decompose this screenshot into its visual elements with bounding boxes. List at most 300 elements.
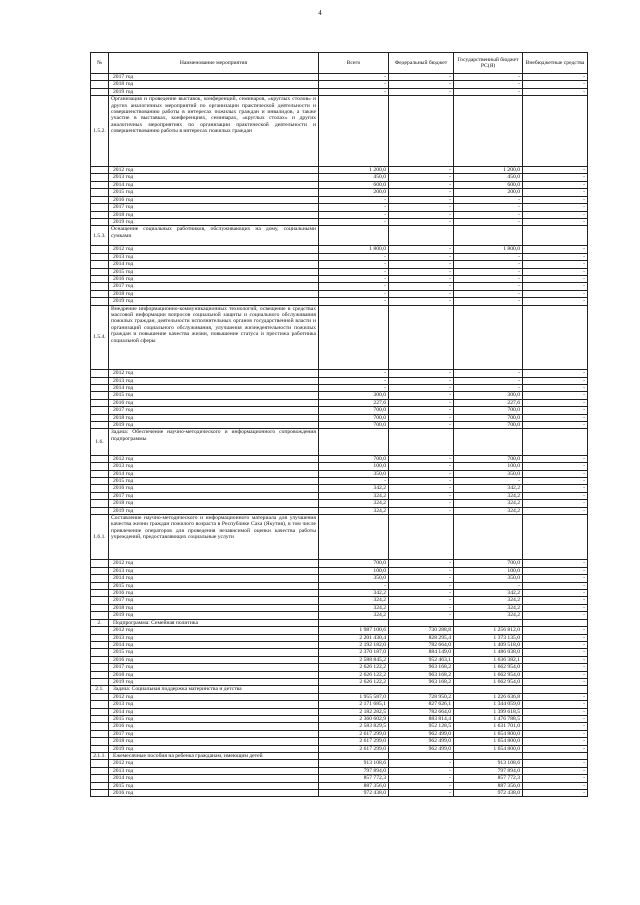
table-row — [91, 590, 588, 597]
value-offbudget: - — [523, 612, 588, 619]
value-state: - — [454, 196, 523, 203]
value-offbudget: - — [523, 627, 588, 634]
value-state: 324,2 — [454, 507, 523, 514]
value-federal: 962 499,0 — [389, 730, 454, 737]
row-name: 2019 год — [109, 678, 319, 685]
table-row — [91, 782, 588, 789]
value-offbudget: - — [523, 492, 588, 499]
value-federal: - — [389, 377, 454, 384]
row-name: 2013 год — [109, 701, 319, 708]
funding-table — [90, 52, 588, 797]
value-total: 1 200,0 — [319, 167, 389, 174]
table-row — [91, 790, 588, 797]
value-total: - — [319, 253, 389, 260]
value-offbudget: - — [523, 470, 588, 477]
value-federal: - — [389, 463, 454, 470]
value-state — [454, 619, 523, 626]
row-name: 2012 год — [109, 560, 319, 567]
measure-row — [91, 305, 588, 370]
value-state: - — [454, 88, 523, 95]
row-name: 2018 год — [109, 211, 319, 218]
value-total: 2 617 299,0 — [319, 738, 389, 745]
row-code — [91, 745, 109, 752]
value-offbudget: - — [523, 767, 588, 774]
value-total: - — [319, 370, 389, 377]
value-offbudget: - — [523, 597, 588, 604]
value-state: 200,0 — [454, 189, 523, 196]
row-code — [91, 174, 109, 181]
row-name: 2012 год — [109, 760, 319, 767]
value-total: 324,2 — [319, 507, 389, 514]
value-federal: - — [389, 218, 454, 225]
value-state: 913 108,6 — [454, 760, 523, 767]
value-state: 1 654 800,0 — [454, 730, 523, 737]
row-name: 2018 год — [109, 500, 319, 507]
table-row — [91, 708, 588, 715]
row-code — [91, 204, 109, 211]
value-total: 700,0 — [319, 421, 389, 428]
row-name: 2019 год — [109, 745, 319, 752]
value-federal: 782 664,0 — [389, 641, 454, 648]
value-federal: - — [389, 612, 454, 619]
value-state: - — [454, 81, 523, 88]
value-total: 2 626 122,2 — [319, 664, 389, 671]
table-row — [91, 597, 588, 604]
value-federal: 952 463,1 — [389, 656, 454, 663]
row-name: 2017 год — [109, 492, 319, 499]
value-state: 300,0 — [454, 392, 523, 399]
row-name: 2012 год — [109, 370, 319, 377]
table-row — [91, 477, 588, 484]
value-state: - — [454, 377, 523, 384]
value-offbudget: - — [523, 298, 588, 305]
table-row — [91, 377, 588, 384]
row-name: 2016 год — [109, 275, 319, 282]
value-state: 857 772,3 — [454, 775, 523, 782]
table-row — [91, 370, 588, 377]
row-code — [91, 392, 109, 399]
row-code — [91, 463, 109, 470]
row-code — [91, 507, 109, 514]
row-code — [91, 275, 109, 282]
table-row — [91, 298, 588, 305]
value-total: 2 171 685,1 — [319, 701, 389, 708]
measure-code: 1.6.1. — [91, 515, 109, 560]
table-row — [91, 730, 588, 737]
value-offbudget: - — [523, 775, 588, 782]
value-state: 797 894,0 — [454, 767, 523, 774]
value-offbudget: - — [523, 738, 588, 745]
value-federal: - — [389, 455, 454, 462]
row-code — [91, 723, 109, 730]
row-code — [91, 649, 109, 656]
measure-row — [91, 96, 588, 167]
value-state: 324,2 — [454, 612, 523, 619]
value-federal: - — [389, 407, 454, 414]
value-federal: - — [389, 88, 454, 95]
value-total: 700,0 — [319, 414, 389, 421]
row-name: 2019 год — [109, 88, 319, 95]
value-federal: - — [389, 211, 454, 218]
value-state: - — [454, 268, 523, 275]
row-name: 2014 год — [109, 775, 319, 782]
value-offbudget: - — [523, 590, 588, 597]
value-offbudget: - — [523, 507, 588, 514]
table-row — [91, 470, 588, 477]
row-code — [91, 715, 109, 722]
row-name: 2014 год — [109, 708, 319, 715]
value-total: - — [319, 74, 389, 81]
value-federal: - — [389, 392, 454, 399]
value-offbudget: - — [523, 204, 588, 211]
value-offbudget: - — [523, 678, 588, 685]
value-federal: 963 168,2 — [389, 664, 454, 671]
value-offbudget: - — [523, 641, 588, 648]
col-header-offbudget: Внебюджетные средства — [523, 53, 588, 74]
value-federal: - — [389, 246, 454, 253]
value-total: 913 108,6 — [319, 760, 389, 767]
value-offbudget: - — [523, 664, 588, 671]
row-code — [91, 477, 109, 484]
value-total: 324,2 — [319, 597, 389, 604]
value-total: - — [319, 268, 389, 275]
row-code — [91, 634, 109, 641]
value-total: - — [319, 261, 389, 268]
value-federal: - — [389, 507, 454, 514]
table-row — [91, 693, 588, 700]
value-offbudget: - — [523, 760, 588, 767]
table-row — [91, 189, 588, 196]
measure-name: Организация и проведение выставок, конференций, семинаров, «круглых столов» и других аналогичных мероприятий по организации практической деятельности и совершенствованию работы в интересах пожилых граждан и инвалидов, а также участие в выставках, конференциях, семинарах, «круглых столах» и других аналогичных мероприятиях по организации практической деятельности и совершенствованию работы в интересах пожилых граждан — [109, 96, 319, 167]
row-code — [91, 290, 109, 297]
value-offbudget: - — [523, 392, 588, 399]
value-total: - — [319, 290, 389, 297]
row-name: 2016 год — [109, 656, 319, 663]
value-total: 342,2 — [319, 590, 389, 597]
value-federal: - — [389, 421, 454, 428]
value-state: 1 486 038,0 — [454, 649, 523, 656]
row-code — [91, 641, 109, 648]
table-row — [91, 619, 588, 626]
value-federal: - — [389, 174, 454, 181]
value-federal: 963 168,2 — [389, 671, 454, 678]
value-state: 972 438,0 — [454, 790, 523, 797]
value-federal: - — [389, 492, 454, 499]
value-cell — [319, 429, 389, 455]
row-code — [91, 370, 109, 377]
table-row — [91, 745, 588, 752]
value-cell — [389, 429, 454, 455]
table-row — [91, 649, 588, 656]
value-total: 450,0 — [319, 174, 389, 181]
row-name: 2013 год — [109, 377, 319, 384]
value-federal: - — [389, 399, 454, 406]
value-federal: 962 499,0 — [389, 745, 454, 752]
table-row — [91, 723, 588, 730]
row-code — [91, 283, 109, 290]
value-federal: - — [389, 261, 454, 268]
value-offbudget: - — [523, 370, 588, 377]
table-body — [91, 74, 588, 797]
value-total — [319, 619, 389, 626]
value-offbudget: - — [523, 708, 588, 715]
table-row — [91, 211, 588, 218]
value-total: - — [319, 218, 389, 225]
value-offbudget: - — [523, 701, 588, 708]
table-row — [91, 492, 588, 499]
row-code — [91, 567, 109, 574]
value-state: 887 356,0 — [454, 782, 523, 789]
value-federal: - — [389, 414, 454, 421]
value-state: 450,0 — [454, 174, 523, 181]
table-row — [91, 715, 588, 722]
row-name: 2012 год — [109, 246, 319, 253]
value-state: 1 800,0 — [454, 246, 523, 253]
table-row — [91, 218, 588, 225]
value-offbudget: - — [523, 268, 588, 275]
measure-name: Составление научно-методического и информационного материала для улучшения качества жизни граждан пожилого возраста в Республике Саха (Якутия), в том числе привлечение операторов для проведения независимой оценки качества работы учреждений, предоставляющих социальные услуги — [109, 515, 319, 560]
row-code — [91, 612, 109, 619]
row-code — [91, 218, 109, 225]
value-offbudget: - — [523, 174, 588, 181]
value-cell — [523, 515, 588, 560]
table-row — [91, 253, 588, 260]
value-federal: 828 295,4 — [389, 634, 454, 641]
value-state: 350,0 — [454, 470, 523, 477]
table-row — [91, 384, 588, 391]
value-state — [454, 753, 523, 760]
table-row — [91, 81, 588, 88]
value-offbudget: - — [523, 693, 588, 700]
value-offbudget: - — [523, 196, 588, 203]
value-total — [319, 686, 389, 693]
value-total: - — [319, 384, 389, 391]
value-state: - — [454, 384, 523, 391]
value-federal: - — [389, 290, 454, 297]
value-offbudget: - — [523, 253, 588, 260]
header-row — [91, 53, 588, 74]
value-total: 324,2 — [319, 612, 389, 619]
row-code — [91, 384, 109, 391]
value-state: - — [454, 582, 523, 589]
row-code — [91, 211, 109, 218]
value-offbudget: - — [523, 81, 588, 88]
value-state: 342,2 — [454, 590, 523, 597]
row-name: 2015 год — [109, 392, 319, 399]
value-offbudget: - — [523, 455, 588, 462]
value-state: - — [454, 204, 523, 211]
table-row — [91, 507, 588, 514]
value-offbudget: - — [523, 634, 588, 641]
value-offbudget: - — [523, 290, 588, 297]
row-code — [91, 167, 109, 174]
value-offbudget: - — [523, 88, 588, 95]
row-code — [91, 708, 109, 715]
value-state: 1 373 135,0 — [454, 634, 523, 641]
row-name: 2015 год — [109, 582, 319, 589]
row-name: 2017 год — [109, 283, 319, 290]
row-code — [91, 671, 109, 678]
value-offbudget: - — [523, 283, 588, 290]
measure-name: Задача: Обеспечение научно-методического и информационного сопровождения подпрограммы — [109, 429, 319, 455]
value-total: - — [319, 81, 389, 88]
row-code — [91, 485, 109, 492]
row-code — [91, 253, 109, 260]
row-name: 2012 год — [109, 167, 319, 174]
row-name: 2013 год — [109, 567, 319, 574]
measure-name: Внедрение информационно-коммуникационных технологий, освещение в средствах массовой информации вопросов социальной защиты и социального обслуживания пожилых граждан, деятельности исполнительных органов государственной власти и организаций социального обслуживания, улучшения жизнедеятельности пожилых граждан и повышение качества жизни, повышение статуса и престижа работника социальной сферы — [109, 305, 319, 370]
row-name: 2014 год — [109, 575, 319, 582]
row-name: 2019 год — [109, 507, 319, 514]
table-row — [91, 283, 588, 290]
row-code — [91, 582, 109, 589]
value-offbudget: - — [523, 181, 588, 188]
value-total: 324,2 — [319, 500, 389, 507]
value-total: 972 438,0 — [319, 790, 389, 797]
page-number: 4 — [318, 9, 322, 17]
row-name: 2016 год — [109, 485, 319, 492]
value-total: - — [319, 477, 389, 484]
table-row — [91, 634, 588, 641]
value-offbudget: - — [523, 500, 588, 507]
row-code — [91, 760, 109, 767]
row-name: 2014 год — [109, 470, 319, 477]
value-total: 700,0 — [319, 455, 389, 462]
value-state: 700,0 — [454, 414, 523, 421]
value-total: 324,2 — [319, 492, 389, 499]
value-offbudget: - — [523, 414, 588, 421]
value-federal: - — [389, 597, 454, 604]
value-total: 324,2 — [319, 604, 389, 611]
row-code — [91, 196, 109, 203]
table-row — [91, 485, 588, 492]
value-federal: - — [389, 790, 454, 797]
row-code — [91, 575, 109, 582]
value-federal — [389, 619, 454, 626]
value-state: 100,0 — [454, 463, 523, 470]
value-total: 350,0 — [319, 470, 389, 477]
row-name: 2013 год — [109, 174, 319, 181]
value-federal: - — [389, 582, 454, 589]
table-row — [91, 678, 588, 685]
row-code — [91, 81, 109, 88]
value-state: 700,0 — [454, 421, 523, 428]
value-total: 700,0 — [319, 560, 389, 567]
row-code — [91, 455, 109, 462]
row-code — [91, 767, 109, 774]
row-code — [91, 181, 109, 188]
value-offbudget: - — [523, 218, 588, 225]
value-offbudget: - — [523, 246, 588, 253]
measure-code: 1.5.4. — [91, 305, 109, 370]
value-state: - — [454, 218, 523, 225]
table-row — [91, 500, 588, 507]
value-offbudget — [523, 686, 588, 693]
table-row — [91, 701, 588, 708]
value-state: 1 399 618,5 — [454, 708, 523, 715]
row-name: 2015 год — [109, 715, 319, 722]
value-total: 227,6 — [319, 399, 389, 406]
value-state: 324,2 — [454, 604, 523, 611]
value-federal: - — [389, 560, 454, 567]
table-row — [91, 181, 588, 188]
table-row — [91, 196, 588, 203]
value-offbudget — [523, 753, 588, 760]
value-state: 324,2 — [454, 492, 523, 499]
row-name: 2019 год — [109, 218, 319, 225]
value-state: 1 256 812,0 — [454, 627, 523, 634]
row-code — [91, 298, 109, 305]
value-total: 700,0 — [319, 407, 389, 414]
row-name: 2019 год — [109, 421, 319, 428]
row-code — [91, 246, 109, 253]
value-offbudget: - — [523, 261, 588, 268]
value-offbudget: - — [523, 567, 588, 574]
value-total: - — [319, 377, 389, 384]
value-federal: - — [389, 298, 454, 305]
row-name: 2016 год — [109, 399, 319, 406]
table-row — [91, 275, 588, 282]
value-total: 1 955 587,0 — [319, 693, 389, 700]
value-state: 700,0 — [454, 560, 523, 567]
value-cell — [454, 515, 523, 560]
value-offbudget: - — [523, 671, 588, 678]
value-state: 1 662 954,0 — [454, 671, 523, 678]
row-code — [91, 189, 109, 196]
value-total: 100,0 — [319, 463, 389, 470]
value-state: 227,6 — [454, 399, 523, 406]
row-name: 2016 год — [109, 723, 319, 730]
row-code — [91, 590, 109, 597]
col-header-state: Государственный бюджет РС(Я) — [454, 53, 523, 74]
value-state: 342,2 — [454, 485, 523, 492]
value-offbudget: - — [523, 477, 588, 484]
row-code — [91, 604, 109, 611]
value-offbudget: - — [523, 723, 588, 730]
table-row — [91, 612, 588, 619]
table-row — [91, 463, 588, 470]
table-row — [91, 627, 588, 634]
value-state: 1 662 954,0 — [454, 664, 523, 671]
value-total: 350,0 — [319, 575, 389, 582]
row-code — [91, 627, 109, 634]
table-row — [91, 738, 588, 745]
row-code — [91, 678, 109, 685]
table-row — [91, 560, 588, 567]
table-row — [91, 671, 588, 678]
row-name: 2014 год — [109, 181, 319, 188]
row-name: 2014 год — [109, 641, 319, 648]
row-name: 2015 год — [109, 477, 319, 484]
value-offbudget: - — [523, 560, 588, 567]
value-state: - — [454, 283, 523, 290]
value-total: 797 894,0 — [319, 767, 389, 774]
value-state: 100,0 — [454, 567, 523, 574]
measure-row — [91, 515, 588, 560]
value-cell — [454, 305, 523, 370]
row-name: 2013 год — [109, 634, 319, 641]
value-state: 700,0 — [454, 407, 523, 414]
value-total: - — [319, 582, 389, 589]
row-name: 2018 год — [109, 290, 319, 297]
table-row — [91, 664, 588, 671]
value-cell — [389, 226, 454, 246]
table-row — [91, 421, 588, 428]
table-row — [91, 167, 588, 174]
value-federal: 963 168,2 — [389, 678, 454, 685]
value-total: 200,0 — [319, 189, 389, 196]
value-cell — [319, 96, 389, 167]
